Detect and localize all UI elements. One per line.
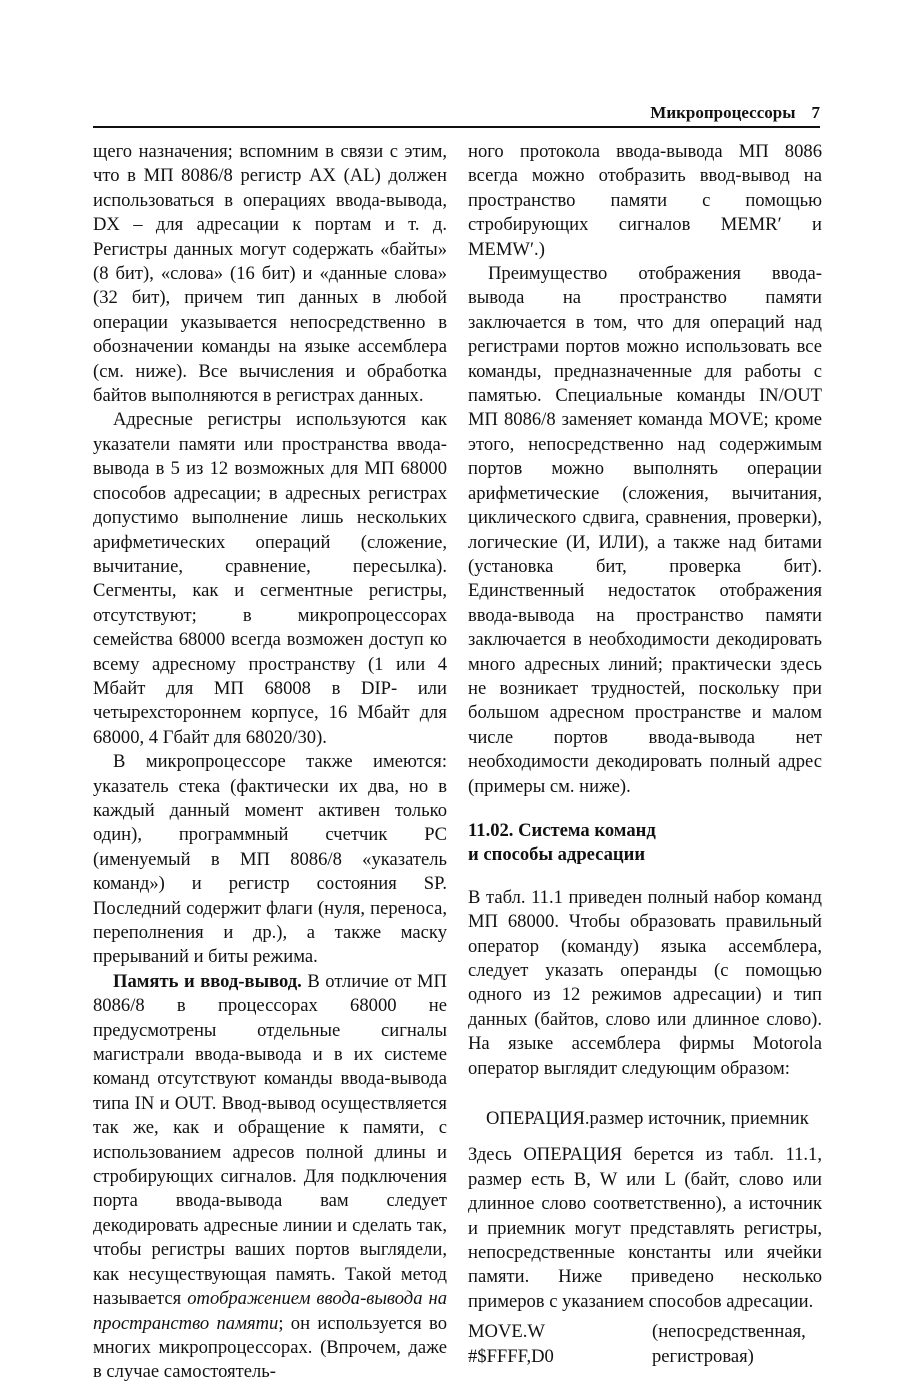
left-paragraph-4-text-b: ; он используется во многих микропроцессорах. (Впрочем, даже в случае самостоятель- (93, 1312, 447, 1383)
example-code-line-2: #$FFFF,D0 (468, 1345, 554, 1367)
example-comment-line-1: (непосредственная, (652, 1321, 806, 1343)
left-paragraph-4-text-a: В отличие от МП 8086/8 в процессорах 68000 не предусмотрены отдельные сигналы магистрали ввода-вывода и в их системе команд отсутствуют команды ввода-вывода типа IN и OUT. Ввод-вывод осуществляется так же, как и обращение к памяти, с использованием адресов полной длины и стробирующих сигналов. Для подключения порта ввода-вывода вам следует декодировать адресные линии и сделать так, чтобы регистры ваших портов выглядели, как несуществующая память. Такой метод называется (93, 970, 447, 1310)
italic-term: отображением ввода-вывода на пространство памяти (93, 1288, 448, 1334)
running-head-title: Микропроцессоры (650, 103, 796, 122)
running-head (93, 103, 820, 123)
run-in-heading: Память и ввод-вывод. (113, 970, 302, 992)
example-code-line-1: MOVE.W (468, 1321, 545, 1343)
header-rule (93, 126, 820, 128)
example-comment-line-2: регистровая) (652, 1345, 754, 1367)
page-number: 7 (811, 103, 820, 122)
right-paragraph-1: ного протокола ввода-вывода МП 8086 всегда можно отобразить ввод-вывод на пространство памяти с помощью стробирующих сигналов MEMR′ и MEMW′.) (468, 141, 822, 260)
right-paragraph-2: Преимущество отображения ввода-вывода на пространство памяти заключается в том, что для операций над регистрами портов можно использовать все команды, предназначенные для работы с памятью. Специальные команды IN/OUT МП 8086/8 заменяет команда MOVE; кроме этого, непосредственно над содержимым портов можно выполнять операции арифметические (сложения, вычитания, циклического сдвига, сравнения, проверки), логические (И, ИЛИ), а также над битами (установка бит, проверка бит). Единственный недостаток отображения ввода-вывода на пространство памяти заключается в необходимости декодировать много адресных линий; практически здесь не возникает трудностей, поскольку при большом адресном пространстве и малом числе портов ввода-вывода нет необходимости декодировать полный адрес (примеры см. ниже). (468, 263, 822, 797)
right-column (468, 140, 822, 1369)
left-column (93, 140, 447, 1385)
right-paragraph-4: Здесь ОПЕРАЦИЯ берется из табл. 11.1, размер есть B, W или L (байт, слово или длинное слово соответственно), а источник и приемник могут представлять регистры, непосредственные константы или ячейки памяти. Ниже приведено несколько примеров с указанием способов адресации. (468, 1144, 822, 1312)
syntax-formula: ОПЕРАЦИЯ.размер источник, приемник (486, 1108, 809, 1130)
left-paragraph-1: щего назначения; вспомним в связи с этим, что в МП 8086/8 регистр AX (AL) должен использоваться в операциях ввода-вывода, DX – для адресации к портам и т. д. Регистры данных могут содержать «байты» (8 бит), «слова» (16 бит) и «данные слова» (32 бит), причем тип данных в любой операции указывается непосредственно в обозначении команды на языке ассемблера (см. ниже). Все вычисления и обработка байтов выполняются в регистрах данных. (93, 141, 447, 407)
section-heading-line-1: 11.02. Система команд (468, 819, 656, 841)
left-paragraph-3: В микропроцессоре также имеются: указатель стека (фактически их два, но в каждый данный момент активен только один), программный счетчик PC (именуемый в МП 8086/8 «указатель команд») и регистр состояния SP. Последний содержит флаги (нуля, переноса, переполнения и др.), а также маску прерываний и биты режима. (93, 751, 447, 968)
section-heading (468, 819, 822, 868)
left-paragraph-2: Адресные регистры используются как указатели памяти или пространства ввода-вывода в 5 из 12 возможных для МП 68000 способов адресации; в адресных регистрах допустимо выполнение лишь нескольких арифметических операций (сложение, вычитание, сравнение, пересылка). Сегменты, как и сегментные регистры, отсутствуют; в микропроцессорах семейства 68000 всегда возможен доступ ко всему адресному пространству (1 или 4 Мбайт для МП 68008 в DIP- или четырехстороннем корпусе, 16 Мбайт для 68000, 4 Гбайт для 68020/30). (93, 409, 447, 748)
right-paragraph-3: В табл. 11.1 приведен полный набор команд МП 68000. Чтобы образовать правильный оператор (команду) языка ассемблера, следует указать операнды (с помощью одного из 12 режимов адресации) и тип данных (байтов, слово или длинное слово). На языке ассемблера фирмы Motorola оператор выглядит следующим образом: (468, 886, 822, 1079)
left-paragraph-4 (93, 970, 447, 1385)
example-table (468, 1320, 822, 1369)
section-heading-line-2: и способы адресации (468, 844, 646, 866)
